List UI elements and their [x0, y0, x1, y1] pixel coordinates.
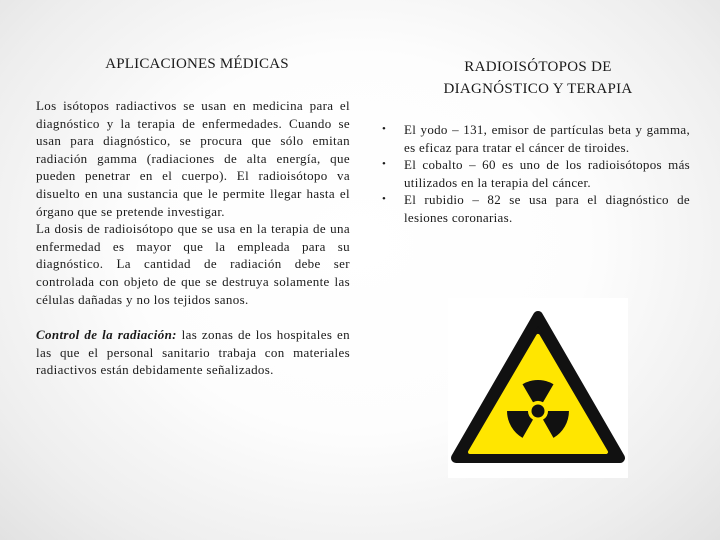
left-column-body — [36, 97, 350, 379]
bullet-icon: • — [382, 158, 387, 171]
trefoil-center — [532, 405, 545, 418]
paragraph-radiation-control — [36, 326, 350, 379]
radiation-control-text: las zonas de los hospitales en las que el personal sanitario trabaja con materiales radiactivos están debidamente señalizados. — [36, 327, 350, 378]
radiation-warning-icon — [448, 298, 628, 478]
list-item-cobalt — [378, 156, 690, 191]
list-item-text: El yodo – 131, emisor de partículas beta y gamma, es eficaz para tratar el cáncer de tiroides. — [404, 122, 690, 155]
right-title-line-2: DIAGNÓSTICO Y TERAPIA — [443, 81, 633, 97]
paragraph-therapy: La dosis de radioisótopo que se usa en la terapia de una enfermedad es mayor que la empleada para su diagnóstico. La cantidad de radiación debe ser controlada con objeto de que se destruya solamente las células dañadas y no los tejidos sanos. — [36, 221, 350, 307]
list-item-text: El cobalto – 60 es uno de los radioisótopos más utilizados en la terapia del cáncer. — [404, 157, 690, 190]
right-column-title — [400, 56, 676, 100]
paragraph-diagnosis: Los isótopos radiactivos se usan en medicina para el diagnóstico y la terapia de enfermedades. Cuando se usan para diagnóstico, se procura que sólo emitan radiación gamma (radiaciones de alta energía, que pueden penetrar en el cuerpo). El radioisótopo va disuelto en una sustancia que le permite llegar hasta el órgano que se pretende investigar. — [36, 98, 350, 219]
list-item-iodine — [378, 121, 690, 156]
bullet-icon: • — [382, 123, 387, 135]
radiation-control-label: Control de la radiación: — [36, 327, 177, 343]
bullet-icon: • — [382, 193, 387, 206]
right-title-line-1: RADIOISÓTOPOS DE — [464, 59, 612, 75]
radioisotope-list — [378, 121, 690, 227]
left-column-title: APLICACIONES MÉDICAS — [105, 56, 289, 72]
radiation-warning-sign — [448, 298, 628, 478]
list-item-rubidium — [378, 191, 690, 226]
list-item-text: El rubidio – 82 se usa para el diagnóstico de lesiones coronarias. — [404, 192, 690, 225]
